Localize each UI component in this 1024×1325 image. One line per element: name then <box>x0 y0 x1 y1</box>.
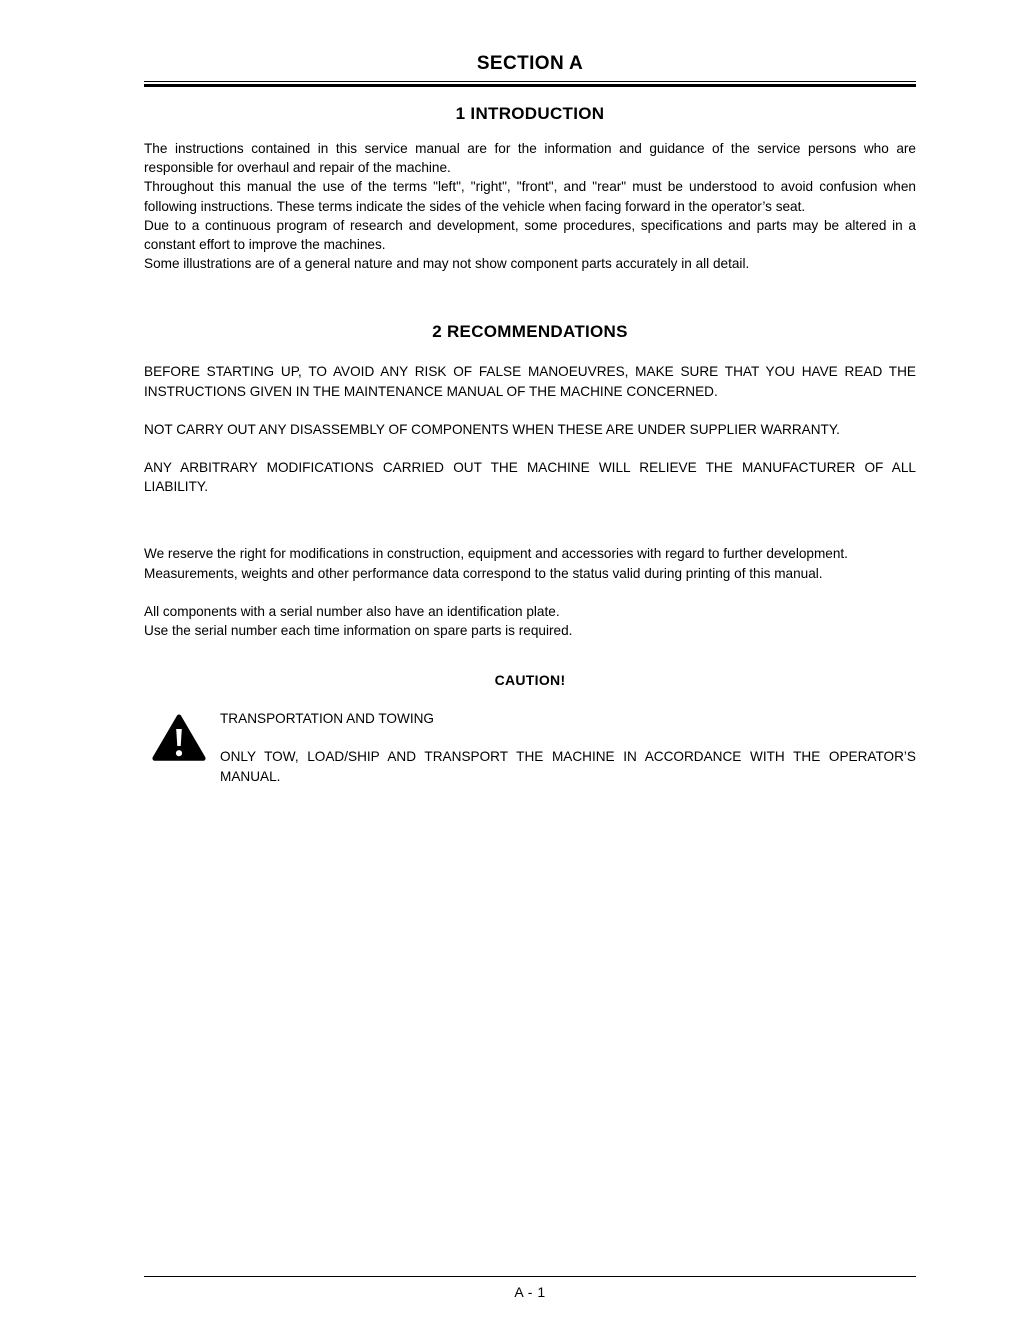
spacer <box>144 496 916 544</box>
spacer <box>220 728 916 747</box>
recommendation-paragraph-1: BEFORE STARTING UP, TO AVOID ANY RISK OF FALSE MANOEUVRES, MAKE SURE THAT YOU HAVE READ THE INSTRUCTIONS GIVEN IN THE MAINTENANCE MANUAL OF THE MACHINE CONCERNED. <box>144 364 916 399</box>
page-number: A - 1 <box>514 1284 546 1300</box>
caution-block <box>144 709 916 786</box>
intro-paragraph-3: Due to a continuous program of research and development, some procedures, specifications and parts may be altered in a constant effort to improve the machines. <box>144 217 916 253</box>
chapter-heading: 1 INTRODUCTION <box>455 104 605 123</box>
caution-instruction: ONLY TOW, LOAD/SHIP AND TRANSPORT THE MACHINE IN ACCORDANCE WITH THE OPERATOR’S MANUAL. <box>220 749 916 784</box>
spacer <box>144 583 916 602</box>
spacer <box>144 640 916 670</box>
spacer <box>144 439 916 458</box>
page-title: SECTION A <box>476 53 584 74</box>
recommendation-paragraph-3: ANY ARBITRARY MODIFICATIONS CARRIED OUT THE MACHINE WILL RELIEVE THE MANUFACTURER OF ALL LIABILITY. <box>144 460 916 495</box>
intro-paragraph-2: Throughout this manual the use of the terms "left", "right", "front", and "rear" must be understood to avoid confusion when following instructions. These terms indicate the sides of the vehicle when facing forward in the operator’s seat. <box>144 179 916 214</box>
serial-use-paragraph: Use the serial number each time information on spare parts is required. <box>144 623 573 639</box>
reserve-rights-paragraph: We reserve the right for modifications in construction, equipment and accessories with regard to further development. <box>144 546 848 562</box>
serial-plate-paragraph: All components with a serial number also have an identification plate. <box>144 603 560 619</box>
header-divider-thick <box>144 84 916 87</box>
caution-text-group <box>220 709 916 786</box>
footer-divider <box>144 1276 916 1277</box>
caution-subject: TRANSPORTATION AND TOWING <box>220 711 434 727</box>
spacer <box>144 273 916 321</box>
spacer <box>144 343 916 362</box>
intro-paragraph-4: Some illustrations are of a general nature and may not show component parts accurately in all detail. <box>144 256 750 272</box>
spacer <box>144 401 916 420</box>
page-footer <box>144 1276 916 1302</box>
intro-paragraph-1: The instructions contained in this service manual are for the information and guidance of the service persons who are responsible for overhaul and repair of the machine. <box>144 141 916 176</box>
recommendations-heading: 2 RECOMMENDATIONS <box>432 322 628 342</box>
warning-triangle-icon <box>151 713 207 763</box>
spacer <box>144 690 916 709</box>
recommendation-paragraph-2: NOT CARRY OUT ANY DISASSEMBLY OF COMPONENTS WHEN THESE ARE UNDER SUPPLIER WARRANTY. <box>144 421 840 437</box>
measurements-paragraph: Measurements, weights and other performance data correspond to the status valid during printing of this manual. <box>144 565 823 581</box>
page-content <box>144 0 916 786</box>
caution-heading: CAUTION! <box>494 672 566 689</box>
spacer <box>144 125 916 139</box>
header-divider <box>144 81 916 87</box>
